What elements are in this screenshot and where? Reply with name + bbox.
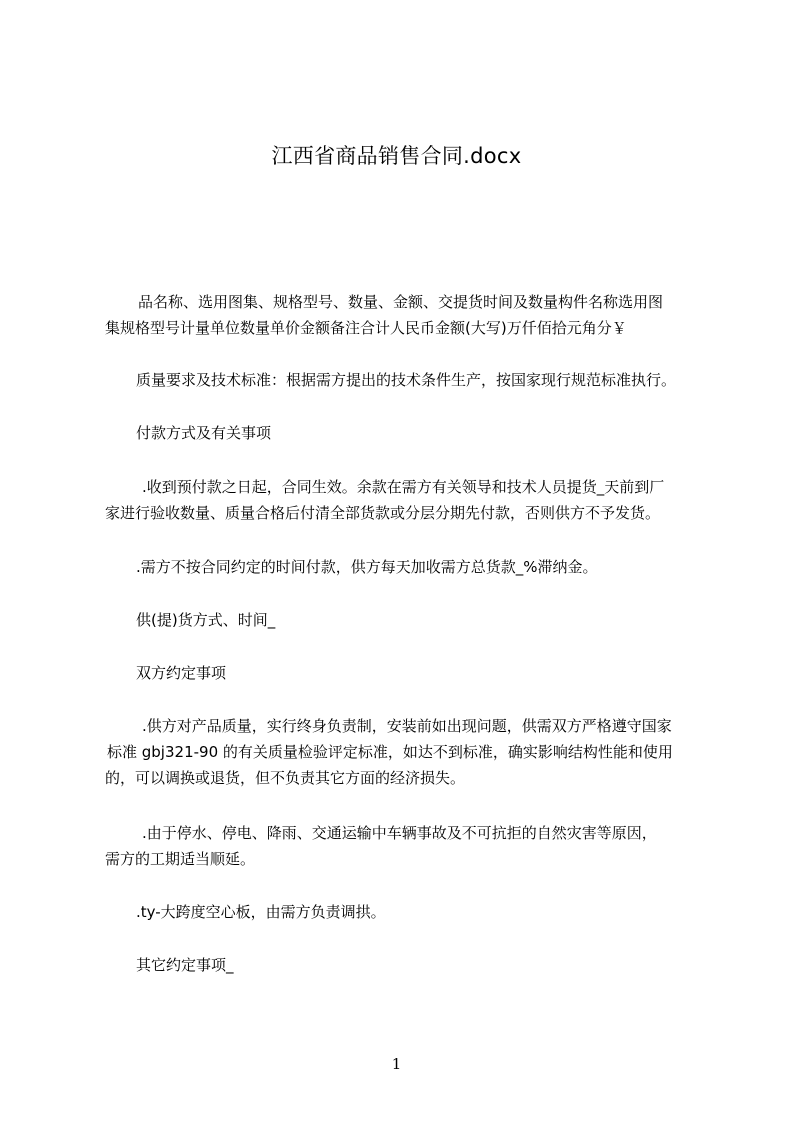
paragraph-line: 品名称、选用图集、规格型号、数量、金额、交提货时间及数量构件名称选用图 — [138, 293, 664, 311]
page-number: 1 — [391, 1055, 402, 1073]
paragraph-line: 家进行验收数量、质量合格后付清全部货款或分层分期先付款，否则供方不予发货。 — [105, 504, 661, 522]
paragraph-line: .收到预付款之日起，合同生效。余款在需方有关领导和技术人员提货_天前到厂 — [142, 478, 665, 496]
paragraph-product-items — [105, 289, 717, 341]
paragraph-agreed-term-3 — [105, 899, 717, 925]
paragraph-line: 集规格型号计量单位数量单价金额备注合计人民币金额(大写)万仟佰拾元角分￥ — [105, 319, 627, 337]
document-title: 江西省商品销售合同.docx — [271, 144, 522, 168]
paragraph-line: 供(提)货方式、时间_ — [136, 611, 276, 629]
paragraph-line: .由于停水、停电、降雨、交通运输中车辆事故及不可抗拒的自然灾害等原因， — [142, 824, 657, 842]
paragraph-line: .ty-大跨度空心板，由需方负责调拱。 — [136, 903, 386, 921]
paragraph-agreed-term-1 — [105, 713, 717, 791]
paragraph-payment-heading — [105, 420, 717, 446]
paragraph-line: 质量要求及技术标准：根据需方提出的技术条件生产，按国家现行规范标准执行。 — [136, 371, 677, 389]
paragraph-payment-term-1 — [105, 474, 717, 526]
paragraph-line: 付款方式及有关事项 — [136, 424, 272, 442]
paragraph-line: .供方对产品质量，实行终身负责制，安装前如出现问题，供需双方严格遵守国家 — [142, 717, 672, 735]
paragraph-other-matters — [105, 952, 717, 978]
paragraph-line: 标准 gbj321-90 的有关质量检验评定标准，如达不到标准，确实影响结构性能和使用 — [107, 743, 673, 761]
paragraph-line: 的，可以调换或退货，但不负责其它方面的经济损失。 — [105, 769, 466, 787]
paragraph-payment-term-2 — [105, 554, 717, 580]
paragraph-agreed-matters-heading — [105, 660, 717, 686]
paragraph-line: 其它约定事项_ — [136, 956, 234, 974]
paragraph-quality-standard — [105, 367, 717, 393]
paragraph-delivery-method — [105, 607, 717, 633]
paragraph-agreed-term-2 — [105, 820, 717, 872]
paragraph-line: .需方不按合同约定的时间付款，供方每天加收需方总货款_%滞纳金。 — [136, 558, 598, 576]
paragraph-line: 双方约定事项 — [136, 664, 227, 682]
paragraph-line: 需方的工期适当顺延。 — [105, 850, 256, 868]
